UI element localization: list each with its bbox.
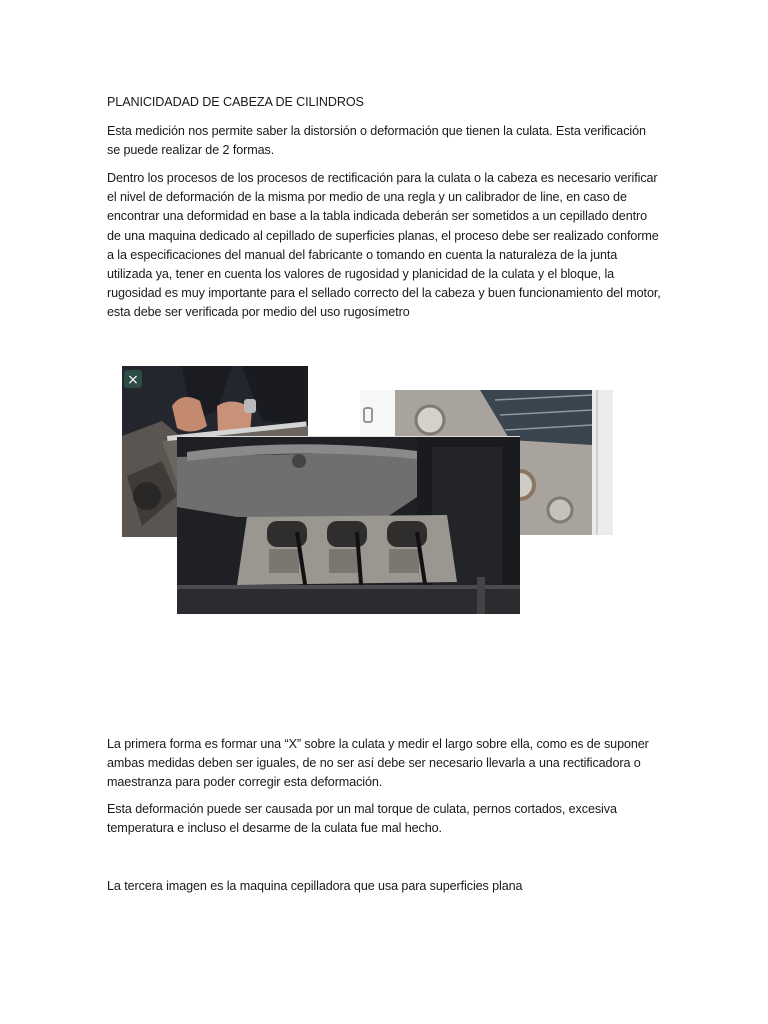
close-icon: × (127, 372, 139, 388)
paragraph-causes: Esta deformación puede ser causada por un mal torque de culata, pernos cortados, excesiva temperatura e incluso el desarme de la culata fue mal hecho. (107, 802, 617, 836)
photo-planing-machine (177, 436, 520, 614)
photo-planing-machine-illustration (177, 437, 520, 614)
paragraph-intro: Esta medición nos permite saber la distorsión o deformación que tienen la culata. Esta verificación se puede realizar de 2 formas. (107, 124, 646, 158)
paragraph-first-method: La primera forma es formar una “X” sobre la culata y medir el largo sobre ella, como es de suponer ambas medidas deben ser iguales, de no ser así debe ser necesario llevarla a una rectificadora o maestranza para poder corregir esta deformación. (107, 737, 649, 790)
paragraph-third-image: La tercera imagen es la maquina cepilladora que usa para superficies plana (107, 879, 523, 893)
paragraph-process: Dentro los procesos de los procesos de rectificación para la culata o la cabeza es necesario verificar el nivel de deformación de la misma por medio de una regla y un calibrador de line, en caso de encontrar una deformidad en base a la tabla indicada deberán ser sometidos a un cepillado dentro de una maquina dedicado al cepillado de superficies planas, el proceso debe ser realizado conforme a la especificaciones del manual del fabricante o tomando en cuenta la naturaleza de la junta utilizada ya, tener en cuenta los valores de rugosidad y planicidad de la culata y el bloque, la rugosidad es muy importante para el sellado correcto del la cabeza y buen funcionamiento del motor, esta debe ser verificada por medio del uso rugosímetro (107, 171, 661, 320)
document-title: PLANICIDADAD DE CABEZA DE CILINDROS (107, 95, 364, 109)
